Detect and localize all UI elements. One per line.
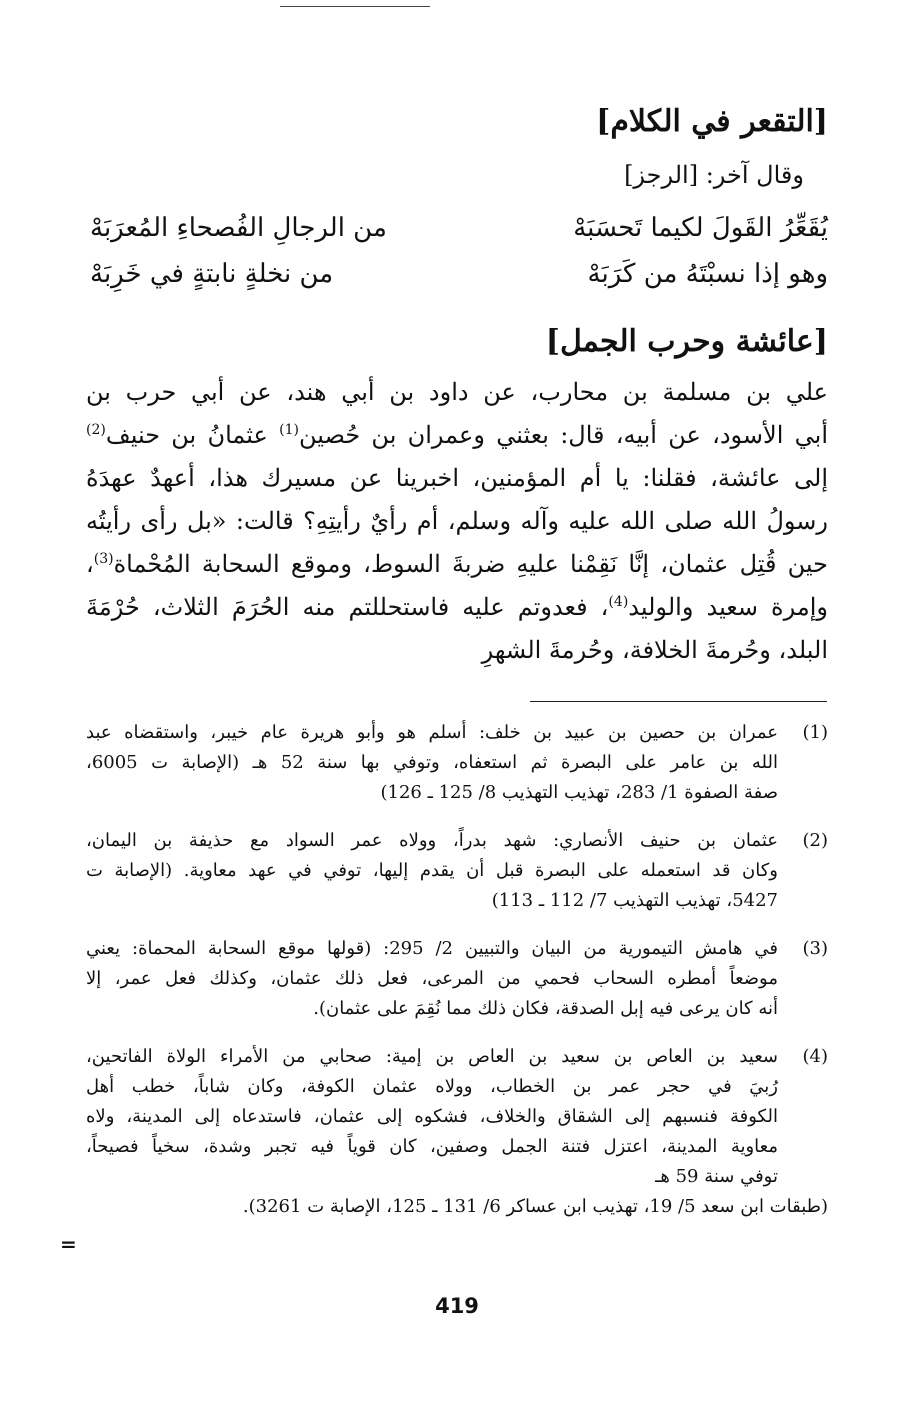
footnote-line: وكان قد استعمله على البصرة قبل أن يقدم إليها، توفي في عهد معاوية. (الإصابة ت — [86, 860, 778, 881]
verse-hemistich-second: من نخلةٍ نابتةٍ في خَرِبَهْ — [90, 259, 334, 289]
section-heading-aisha-camel: [عائشة وحرب الجمل] — [545, 324, 828, 359]
footnote-number: (2) — [802, 830, 828, 851]
verse-line — [90, 208, 828, 248]
footnote-line: في هامش التيمورية من البيان والتبيين 2/ 295: (قولها موقع السحابة المحماة: يعني — [86, 938, 778, 959]
verse-line — [90, 254, 828, 294]
footnote-separator — [530, 701, 827, 702]
footnote-line: صفة الصفوة 1/ 283، تهذيب التهذيب 8/ 125 ـ 126) — [380, 782, 778, 803]
footnote-ref: (3) — [93, 551, 114, 567]
footnote-line: موضعاً أمطره السحاب فحمي من المرعى، فعل ذلك عثمان، وكذلك فعل عمر، إلا — [86, 968, 778, 989]
body-text-line: حين قُتِل عثمان، إنَّا نَقِمْنا عليهِ ضربةَ السوط، وموقع السحابة المُحْماة$^{(3)}$، — [86, 550, 828, 578]
footnote-ref: (1) — [279, 422, 299, 438]
footnote-line: الله بن عامر على البصرة ثم استعفاه، وتوفي بها سنة 52 هـ (الإصابة ت 6005، — [86, 752, 778, 773]
top-rule — [280, 6, 430, 7]
footnote-ref: (4) — [608, 594, 629, 610]
body-text-line: إلى عائشة، فقلنا: يا أم المؤمنين، اخبرينا عن مسيرك هذا، أعهدٌ عهدَهُ — [86, 464, 828, 492]
footnote-line: 5427، تهذيب التهذيب 7/ 112 ـ 113) — [491, 890, 778, 911]
continuation-mark: = — [60, 1232, 77, 1256]
footnote-line: عثمان بن حنيف الأنصاري: شهد بدراً، وولاه عمر السواد مع حذيفة بن اليمان، — [86, 830, 778, 851]
footnote-ref: (2) — [86, 422, 106, 438]
verse-hemistich-first: يُقَعِّرُ القَولَ لكيما تَحسَبَهْ — [573, 213, 828, 243]
page-number: 419 — [435, 1294, 479, 1318]
footnote-line: سعيد بن العاص بن سعيد بن العاص بن إمية: صحابي من الأمراء الولاة الفاتحين، — [86, 1046, 778, 1067]
body-text-line: أبي الأسود، عن أبيه، قال: بعثني وعمران بن حُصين$^{(1)}$ عثمانُ بن حنيف$^{(2)}$ — [86, 421, 828, 449]
verse-hemistich-first: وهو إذا نسبْتَهُ من كَرَبَهْ — [587, 259, 828, 289]
footnote-source-line: (طبقات ابن سعد 5/ 19، تهذيب ابن عساكر 6/ 131 ـ 125، الإصابة ت 3261). — [242, 1196, 828, 1217]
footnote-number: (4) — [802, 1046, 828, 1067]
verse-hemistich-second: من الرجالِ الفُصحاءِ المُعرَبَهْ — [90, 213, 387, 243]
footnote-number: (3) — [802, 938, 828, 959]
footnote-line: أنه كان يرعى فيه إبل الصدقة، فكان ذلك مما نُقِمَ على عثمان). — [313, 998, 778, 1019]
body-text-line: البلد، وحُرمةَ الخلافة، وحُرمةَ الشهرِ — [481, 636, 828, 664]
poem-intro: وقال آخر: [الرجز] — [624, 161, 804, 189]
footnote-line: توفي سنة 59 هـ — [655, 1166, 778, 1187]
footnote-line: عمران بن حصين بن عبيد بن خلف: أسلم هو وأبو هريرة عام خيبر، واستقضاه عبد — [86, 722, 778, 743]
body-text-line: رسولُ الله صلى الله عليه وآله وسلم، أم رأيٌ رأيتِهِ؟ قالت: «بل رأى رأيتُه — [86, 507, 828, 535]
footnote-line: معاوية المدينة، اعتزل فتنة الجمل وصفين، كان قوياً فيه تجبر وشدة، سخياً فصيحاً، — [86, 1136, 778, 1157]
footnote-line: الكوفة فنسبهم إلى الشقاق والخلاف، فشكوه إلى عثمان، فاستدعاه إلى المدينة، ولاه — [86, 1106, 778, 1127]
section-heading-pedantry: [التقعر في الكلام] — [596, 104, 828, 139]
body-text-line: وإمرة سعيد والوليد$^{(4)}$، فعدوتم عليه فاستحللتم منه الحُرَمَ الثلاث، حُرْمَةَ — [86, 593, 828, 621]
footnote-line: رُبيَ في حجر عمر بن الخطاب، وولاه عثمان الكوفة، وكان شاباً، خطب أهل — [86, 1076, 778, 1097]
body-text-line: علي بن مسلمة بن محارب، عن داود بن أبي هند، عن أبي حرب بن — [86, 378, 828, 406]
footnote-number: (1) — [802, 722, 828, 743]
